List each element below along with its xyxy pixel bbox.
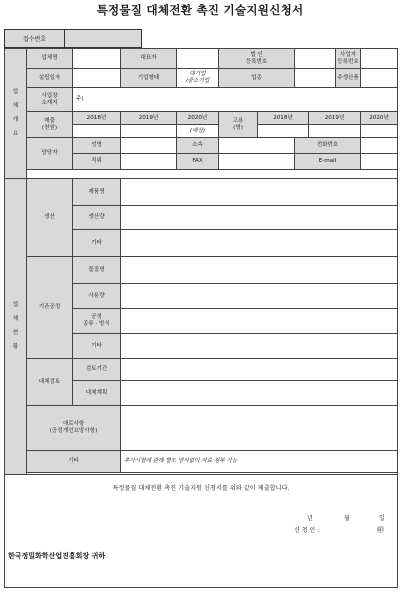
product-name-label: 제품명: [73, 179, 121, 206]
production-etc-label: 기타: [73, 230, 121, 257]
address-field[interactable]: 주): [73, 88, 398, 112]
declaration-text: 특정물질 대체전환 촉진 기술지원 신청서를 위와 같이 제출합니다.: [112, 485, 290, 492]
company-name-field[interactable]: [73, 49, 121, 69]
contact-phone-label: 전화번호: [295, 138, 361, 154]
date-day-label: 일: [379, 514, 385, 522]
company-type-label: 기업형태: [121, 69, 177, 88]
status-etc-label: 기타: [27, 451, 121, 473]
contact-fax-field[interactable]: [219, 154, 295, 170]
process-type-label: 공정 종류 · 방식: [73, 309, 121, 334]
form-title: 특정물질 대체전환 촉진 기술지원신청서: [96, 3, 304, 17]
corp-reg-field[interactable]: [295, 49, 336, 69]
contact-email-label: E-mail: [295, 154, 361, 170]
sales-year-2020: 2020년: [177, 112, 219, 125]
product-name-field[interactable]: [121, 179, 398, 206]
employment-label: 고용 (명): [219, 112, 258, 138]
main-product-label: 주생산품: [336, 69, 361, 88]
company-name-label: 업체명: [27, 49, 73, 69]
replacement-plan-label: 대체계획: [73, 381, 121, 406]
receipt-label: 접수번호: [5, 30, 65, 48]
review-period-field[interactable]: [121, 359, 398, 381]
form-table: [4, 48, 398, 588]
status-section-label: 업 체 현 황: [5, 179, 27, 475]
receipt-table: [4, 29, 142, 48]
employ-year-2019: 2019년: [309, 112, 361, 125]
contact-dept-field[interactable]: [219, 138, 295, 154]
existing-process-label: 기존공정: [27, 257, 73, 359]
contact-label: 담당자: [27, 138, 73, 170]
founded-label: 설립일자: [27, 69, 73, 88]
corp-reg-label: 법 인 등록번호: [219, 49, 295, 69]
company-section-label: 업 체 개 요: [5, 49, 27, 179]
contact-title-field[interactable]: [121, 154, 177, 170]
production-volume-label: 생산량: [73, 206, 121, 230]
substance-name-field[interactable]: [121, 257, 398, 284]
main-product-field[interactable]: [361, 69, 398, 88]
production-etc-field[interactable]: [121, 230, 398, 257]
replacement-review-label: 대체검토: [27, 359, 73, 406]
production-volume-field[interactable]: [121, 206, 398, 230]
ceo-label: 대표자: [121, 49, 177, 69]
address-label: 사업장 소재지: [27, 88, 73, 112]
declaration-block: [5, 475, 398, 588]
contact-name-label: 성명: [73, 138, 121, 154]
replacement-plan-field[interactable]: [121, 381, 398, 406]
employ-year-2020: 2020년: [361, 112, 398, 125]
difficulties-label: 애로사항 (공정개선요망사항): [27, 406, 121, 451]
biz-reg-field[interactable]: [361, 49, 398, 69]
existing-etc-field[interactable]: [121, 334, 398, 359]
employ-year-2018: 2018년: [258, 112, 309, 125]
usage-amount-field[interactable]: [121, 284, 398, 309]
contact-fax-label: FAX: [177, 154, 219, 170]
contact-title-label: 직위: [73, 154, 121, 170]
difficulties-field[interactable]: [121, 406, 398, 451]
founded-field[interactable]: [73, 69, 121, 88]
process-type-field[interactable]: [121, 309, 398, 334]
contact-phone-field[interactable]: [361, 138, 398, 154]
review-period-label: 검토기간: [73, 359, 121, 381]
employ-2019-field[interactable]: [309, 125, 361, 138]
usage-amount-label: 사용량: [73, 284, 121, 309]
sales-year-2019: 2019년: [121, 112, 177, 125]
sales-2019-field[interactable]: [121, 125, 177, 138]
date-month-label: 월: [344, 514, 350, 522]
applicant-label: 신 청 인 :: [294, 526, 320, 534]
status-etc-field[interactable]: 추가시험에 관해 별도 양식없이 자료 첨부 가능: [121, 451, 398, 473]
employ-2018-field[interactable]: [258, 125, 309, 138]
company-type-options[interactable]: 대기업 /중소기업: [177, 69, 219, 88]
biz-reg-label: 사업자 등록번호: [336, 49, 361, 69]
date-year-label: 년: [307, 514, 313, 522]
section-spacer: [27, 170, 398, 179]
substance-name-label: 물질명: [73, 257, 121, 284]
production-label: 생산: [27, 179, 73, 257]
employ-2020-field[interactable]: [361, 125, 398, 138]
contact-dept-label: 소속: [177, 138, 219, 154]
contact-email-field[interactable]: [361, 154, 398, 170]
sales-2020-field[interactable]: (예상): [177, 125, 219, 138]
sales-2018-field[interactable]: [73, 125, 121, 138]
existing-etc-label: 기타: [73, 334, 121, 359]
contact-name-field[interactable]: [121, 138, 177, 154]
industry-field[interactable]: [295, 69, 336, 88]
sales-year-2018: 2018년: [73, 112, 121, 125]
ceo-field[interactable]: [177, 49, 219, 69]
sales-label: 매출 (천원): [27, 112, 73, 138]
addressee: 한국정밀화학산업진흥회장 귀하: [8, 551, 106, 560]
industry-label: 업종: [219, 69, 295, 88]
receipt-number-field[interactable]: [65, 30, 142, 48]
seal-mark: ㊞: [377, 525, 384, 534]
